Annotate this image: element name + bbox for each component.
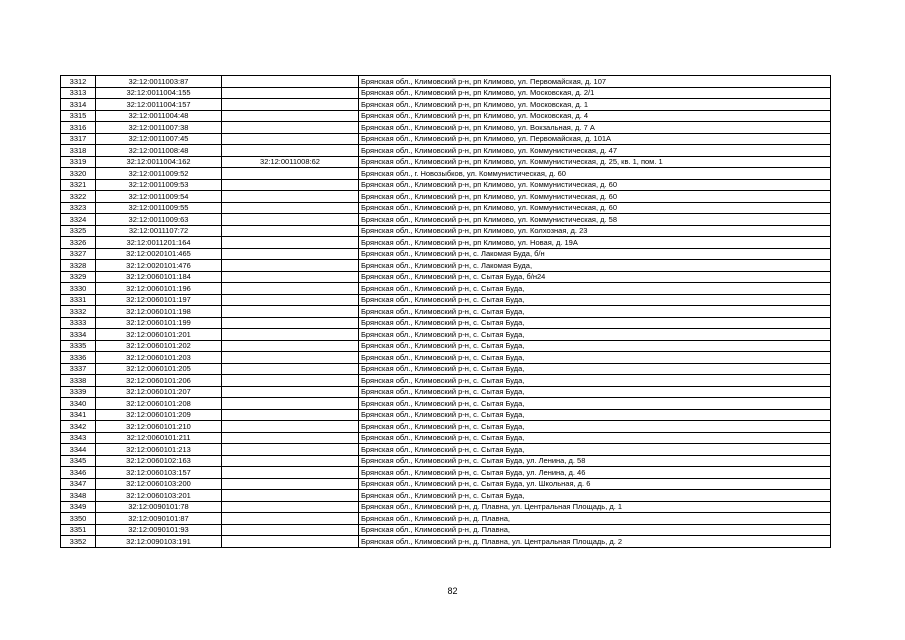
table-row	[61, 110, 831, 122]
cadastral-number-cell: 32:12:0060101:213	[96, 444, 222, 456]
row-number-cell: 3344	[61, 444, 96, 456]
row-number-cell: 3346	[61, 467, 96, 479]
cadastral-number-cell: 32:12:0060101:209	[96, 409, 222, 421]
table-row	[61, 122, 831, 134]
cadastral-number-cell: 32:12:0060101:206	[96, 375, 222, 387]
row-number-cell: 3320	[61, 168, 96, 180]
row-number-cell: 3330	[61, 283, 96, 295]
table-row	[61, 490, 831, 502]
cadastral-number-cell: 32:12:0060101:198	[96, 306, 222, 318]
row-number-cell: 3316	[61, 122, 96, 134]
cadastral-number-cell: 32:12:0011003:87	[96, 76, 222, 88]
address-cell: Брянская обл., Климовский р-н, с. Сытая Буда,	[359, 386, 831, 398]
table-row	[61, 145, 831, 157]
table-row	[61, 283, 831, 295]
linked-cadastral-number-cell	[222, 168, 359, 180]
cadastral-number-cell: 32:12:0060101:201	[96, 329, 222, 341]
address-cell: Брянская обл., Климовский р-н, с. Сытая Буда,	[359, 283, 831, 295]
cadastral-number-cell: 32:12:0090101:87	[96, 513, 222, 525]
cadastral-number-cell: 32:12:0011004:162	[96, 156, 222, 168]
linked-cadastral-number-cell	[222, 513, 359, 525]
address-cell: Брянская обл., Климовский р-н, с. Сытая Буда,	[359, 444, 831, 456]
address-cell: Брянская обл., Климовский р-н, рп Климово, ул. Коммунистическая, д. 58	[359, 214, 831, 226]
cadastral-number-cell: 32:12:0020101:465	[96, 248, 222, 260]
address-cell: Брянская обл., г. Новозыбков, ул. Коммунистическая, д. 60	[359, 168, 831, 180]
linked-cadastral-number-cell: 32:12:0011008:62	[222, 156, 359, 168]
table-row	[61, 168, 831, 180]
table-row	[61, 352, 831, 364]
row-number-cell: 3323	[61, 202, 96, 214]
cadastral-number-cell: 32:12:0011007:45	[96, 133, 222, 145]
table-row	[61, 363, 831, 375]
address-cell: Брянская обл., Климовский р-н, с. Сытая Буда, ул. Школьная, д. 6	[359, 478, 831, 490]
cadastral-number-cell: 32:12:0011004:157	[96, 99, 222, 111]
address-cell: Брянская обл., Климовский р-н, рп Климово, ул. Московская, д. 2/1	[359, 87, 831, 99]
row-number-cell: 3331	[61, 294, 96, 306]
cadastral-number-cell: 32:12:0060103:200	[96, 478, 222, 490]
linked-cadastral-number-cell	[222, 248, 359, 260]
address-cell: Брянская обл., Климовский р-н, рп Климово, ул. Коммунистическая, д. 60	[359, 179, 831, 191]
linked-cadastral-number-cell	[222, 87, 359, 99]
row-number-cell: 3326	[61, 237, 96, 249]
address-cell: Брянская обл., Климовский р-н, с. Сытая Буда,	[359, 375, 831, 387]
linked-cadastral-number-cell	[222, 409, 359, 421]
address-cell: Брянская обл., Климовский р-н, рп Климово, ул. Коммунистическая, д. 60	[359, 191, 831, 203]
address-cell: Брянская обл., Климовский р-н, с. Сытая Буда,	[359, 432, 831, 444]
linked-cadastral-number-cell	[222, 145, 359, 157]
address-cell: Брянская обл., Климовский р-н, рп Климово, ул. Московская, д. 1	[359, 99, 831, 111]
row-number-cell: 3315	[61, 110, 96, 122]
row-number-cell: 3328	[61, 260, 96, 272]
linked-cadastral-number-cell	[222, 237, 359, 249]
cadastral-register-table	[60, 75, 831, 548]
address-cell: Брянская обл., Климовский р-н, с. Сытая Буда,	[359, 398, 831, 410]
linked-cadastral-number-cell	[222, 317, 359, 329]
table-row	[61, 478, 831, 490]
table-row	[61, 156, 831, 168]
linked-cadastral-number-cell	[222, 386, 359, 398]
address-cell: Брянская обл., Климовский р-н, рп Климово, ул. Первомайская, д. 101А	[359, 133, 831, 145]
row-number-cell: 3332	[61, 306, 96, 318]
linked-cadastral-number-cell	[222, 110, 359, 122]
cadastral-number-cell: 32:12:0060101:211	[96, 432, 222, 444]
row-number-cell: 3337	[61, 363, 96, 375]
table-row	[61, 214, 831, 226]
row-number-cell: 3325	[61, 225, 96, 237]
cadastral-number-cell: 32:12:0011009:53	[96, 179, 222, 191]
row-number-cell: 3333	[61, 317, 96, 329]
address-cell: Брянская обл., Климовский р-н, с. Сытая Буда,	[359, 317, 831, 329]
cadastral-number-cell: 32:12:0060101:205	[96, 363, 222, 375]
cadastral-number-cell: 32:12:0060101:207	[96, 386, 222, 398]
cadastral-number-cell: 32:12:0011004:48	[96, 110, 222, 122]
linked-cadastral-number-cell	[222, 122, 359, 134]
table-row	[61, 467, 831, 479]
table-row	[61, 455, 831, 467]
row-number-cell: 3349	[61, 501, 96, 513]
table-row	[61, 306, 831, 318]
linked-cadastral-number-cell	[222, 179, 359, 191]
cadastral-number-cell: 32:12:0060101:203	[96, 352, 222, 364]
row-number-cell: 3312	[61, 76, 96, 88]
row-number-cell: 3340	[61, 398, 96, 410]
row-number-cell: 3314	[61, 99, 96, 111]
linked-cadastral-number-cell	[222, 260, 359, 272]
linked-cadastral-number-cell	[222, 490, 359, 502]
row-number-cell: 3352	[61, 536, 96, 548]
address-cell: Брянская обл., Климовский р-н, д. Плавна, ул. Центральная Площадь, д. 1	[359, 501, 831, 513]
table-row	[61, 133, 831, 145]
table-row	[61, 444, 831, 456]
cadastral-number-cell: 32:12:0060101:202	[96, 340, 222, 352]
linked-cadastral-number-cell	[222, 398, 359, 410]
linked-cadastral-number-cell	[222, 455, 359, 467]
row-number-cell: 3347	[61, 478, 96, 490]
row-number-cell: 3348	[61, 490, 96, 502]
row-number-cell: 3321	[61, 179, 96, 191]
linked-cadastral-number-cell	[222, 225, 359, 237]
table-row	[61, 191, 831, 203]
row-number-cell: 3319	[61, 156, 96, 168]
row-number-cell: 3351	[61, 524, 96, 536]
cadastral-number-cell: 32:12:0090101:78	[96, 501, 222, 513]
row-number-cell: 3327	[61, 248, 96, 260]
cadastral-number-cell: 32:12:0011009:55	[96, 202, 222, 214]
cadastral-number-cell: 32:12:0060103:201	[96, 490, 222, 502]
linked-cadastral-number-cell	[222, 76, 359, 88]
row-number-cell: 3322	[61, 191, 96, 203]
page-number: 82	[447, 586, 458, 596]
linked-cadastral-number-cell	[222, 133, 359, 145]
cadastral-number-cell: 32:12:0011009:63	[96, 214, 222, 226]
row-number-cell: 3339	[61, 386, 96, 398]
row-number-cell: 3317	[61, 133, 96, 145]
row-number-cell: 3336	[61, 352, 96, 364]
address-cell: Брянская обл., Климовский р-н, с. Сытая Буда, ул. Ленина, д. 46	[359, 467, 831, 479]
table-row	[61, 536, 831, 548]
table-row	[61, 375, 831, 387]
row-number-cell: 3324	[61, 214, 96, 226]
cadastral-number-cell: 32:12:0020101:476	[96, 260, 222, 272]
address-cell: Брянская обл., Климовский р-н, д. Плавна, ул. Центральная Площадь, д. 2	[359, 536, 831, 548]
linked-cadastral-number-cell	[222, 444, 359, 456]
linked-cadastral-number-cell	[222, 421, 359, 433]
address-cell: Брянская обл., Климовский р-н, с. Сытая Буда,	[359, 329, 831, 341]
linked-cadastral-number-cell	[222, 524, 359, 536]
address-cell: Брянская обл., Климовский р-н, рп Климово, ул. Коммунистическая, д. 47	[359, 145, 831, 157]
table-row	[61, 513, 831, 525]
linked-cadastral-number-cell	[222, 340, 359, 352]
address-cell: Брянская обл., Климовский р-н, с. Лакомая Буда,	[359, 260, 831, 272]
table-row	[61, 340, 831, 352]
row-number-cell: 3341	[61, 409, 96, 421]
table-row	[61, 317, 831, 329]
table-row	[61, 294, 831, 306]
linked-cadastral-number-cell	[222, 432, 359, 444]
address-cell: Брянская обл., Климовский р-н, с. Сытая Буда,	[359, 352, 831, 364]
address-cell: Брянская обл., Климовский р-н, рп Климово, ул. Вокзальная, д. 7 А	[359, 122, 831, 134]
linked-cadastral-number-cell	[222, 99, 359, 111]
table-row	[61, 99, 831, 111]
linked-cadastral-number-cell	[222, 536, 359, 548]
linked-cadastral-number-cell	[222, 283, 359, 295]
address-cell: Брянская обл., Климовский р-н, с. Сытая Буда,	[359, 363, 831, 375]
table-row	[61, 501, 831, 513]
address-cell: Брянская обл., Климовский р-н, рп Климово, ул. Первомайская, д. 107	[359, 76, 831, 88]
cadastral-number-cell: 32:12:0060102:163	[96, 455, 222, 467]
linked-cadastral-number-cell	[222, 467, 359, 479]
address-cell: Брянская обл., Климовский р-н, с. Сытая Буда,	[359, 306, 831, 318]
address-cell: Брянская обл., Климовский р-н, с. Сытая Буда,	[359, 340, 831, 352]
address-cell: Брянская обл., Климовский р-н, с. Сытая Буда,	[359, 421, 831, 433]
table-row	[61, 386, 831, 398]
linked-cadastral-number-cell	[222, 214, 359, 226]
address-cell: Брянская обл., Климовский р-н, рп Климово, ул. Коммунистическая, д. 60	[359, 202, 831, 214]
address-cell: Брянская обл., Климовский р-н, рп Климово, ул. Колхозная, д. 23	[359, 225, 831, 237]
table-row	[61, 409, 831, 421]
linked-cadastral-number-cell	[222, 478, 359, 490]
address-cell: Брянская обл., Климовский р-н, с. Сытая Буда, б/н24	[359, 271, 831, 283]
cadastral-number-cell: 32:12:0060101:199	[96, 317, 222, 329]
table-row	[61, 398, 831, 410]
table-row	[61, 237, 831, 249]
linked-cadastral-number-cell	[222, 202, 359, 214]
table-row	[61, 202, 831, 214]
linked-cadastral-number-cell	[222, 191, 359, 203]
cadastral-number-cell: 32:12:0060101:197	[96, 294, 222, 306]
table-row	[61, 260, 831, 272]
cadastral-number-cell: 32:12:0060101:208	[96, 398, 222, 410]
row-number-cell: 3318	[61, 145, 96, 157]
cadastral-number-cell: 32:12:0090103:191	[96, 536, 222, 548]
linked-cadastral-number-cell	[222, 501, 359, 513]
table-row	[61, 271, 831, 283]
cadastral-number-cell: 32:12:0060101:196	[96, 283, 222, 295]
row-number-cell: 3313	[61, 87, 96, 99]
table-body	[61, 76, 831, 548]
address-cell: Брянская обл., Климовский р-н, с. Лакомая Буда, б/н	[359, 248, 831, 260]
linked-cadastral-number-cell	[222, 294, 359, 306]
table-row	[61, 524, 831, 536]
row-number-cell: 3335	[61, 340, 96, 352]
table-row	[61, 432, 831, 444]
table-row	[61, 248, 831, 260]
cadastral-number-cell: 32:12:0090101:93	[96, 524, 222, 536]
cadastral-number-cell: 32:12:0011008:48	[96, 145, 222, 157]
address-cell: Брянская обл., Климовский р-н, д. Плавна,	[359, 524, 831, 536]
address-cell: Брянская обл., Климовский р-н, с. Сытая Буда,	[359, 409, 831, 421]
linked-cadastral-number-cell	[222, 271, 359, 283]
row-number-cell: 3334	[61, 329, 96, 341]
address-cell: Брянская обл., Климовский р-н, рп Климово, ул. Московская, д. 4	[359, 110, 831, 122]
cadastral-number-cell: 32:12:0011007:38	[96, 122, 222, 134]
row-number-cell: 3338	[61, 375, 96, 387]
linked-cadastral-number-cell	[222, 363, 359, 375]
cadastral-number-cell: 32:12:0060101:210	[96, 421, 222, 433]
address-cell: Брянская обл., Климовский р-н, рп Климово, ул. Коммунистическая, д. 25, кв. 1, пом. 1	[359, 156, 831, 168]
table-row	[61, 329, 831, 341]
address-cell: Брянская обл., Климовский р-н, д. Плавна,	[359, 513, 831, 525]
cadastral-number-cell: 32:12:0060101:184	[96, 271, 222, 283]
table-row	[61, 225, 831, 237]
linked-cadastral-number-cell	[222, 329, 359, 341]
cadastral-number-cell: 32:12:0011009:54	[96, 191, 222, 203]
row-number-cell: 3329	[61, 271, 96, 283]
table-row	[61, 179, 831, 191]
row-number-cell: 3343	[61, 432, 96, 444]
cadastral-number-cell: 32:12:0011004:155	[96, 87, 222, 99]
row-number-cell: 3350	[61, 513, 96, 525]
table-row	[61, 87, 831, 99]
linked-cadastral-number-cell	[222, 352, 359, 364]
address-cell: Брянская обл., Климовский р-н, с. Сытая Буда, ул. Ленина, д. 58	[359, 455, 831, 467]
address-cell: Брянская обл., Климовский р-н, рп Климово, ул. Новая, д. 19А	[359, 237, 831, 249]
cadastral-number-cell: 32:12:0011201:164	[96, 237, 222, 249]
linked-cadastral-number-cell	[222, 375, 359, 387]
address-cell: Брянская обл., Климовский р-н, с. Сытая Буда,	[359, 294, 831, 306]
cadastral-number-cell: 32:12:0011009:52	[96, 168, 222, 180]
row-number-cell: 3345	[61, 455, 96, 467]
table-row	[61, 76, 831, 88]
row-number-cell: 3342	[61, 421, 96, 433]
linked-cadastral-number-cell	[222, 306, 359, 318]
cadastral-number-cell: 32:12:0011107:72	[96, 225, 222, 237]
cadastral-number-cell: 32:12:0060103:157	[96, 467, 222, 479]
address-cell: Брянская обл., Климовский р-н, с. Сытая Буда,	[359, 490, 831, 502]
table-row	[61, 421, 831, 433]
